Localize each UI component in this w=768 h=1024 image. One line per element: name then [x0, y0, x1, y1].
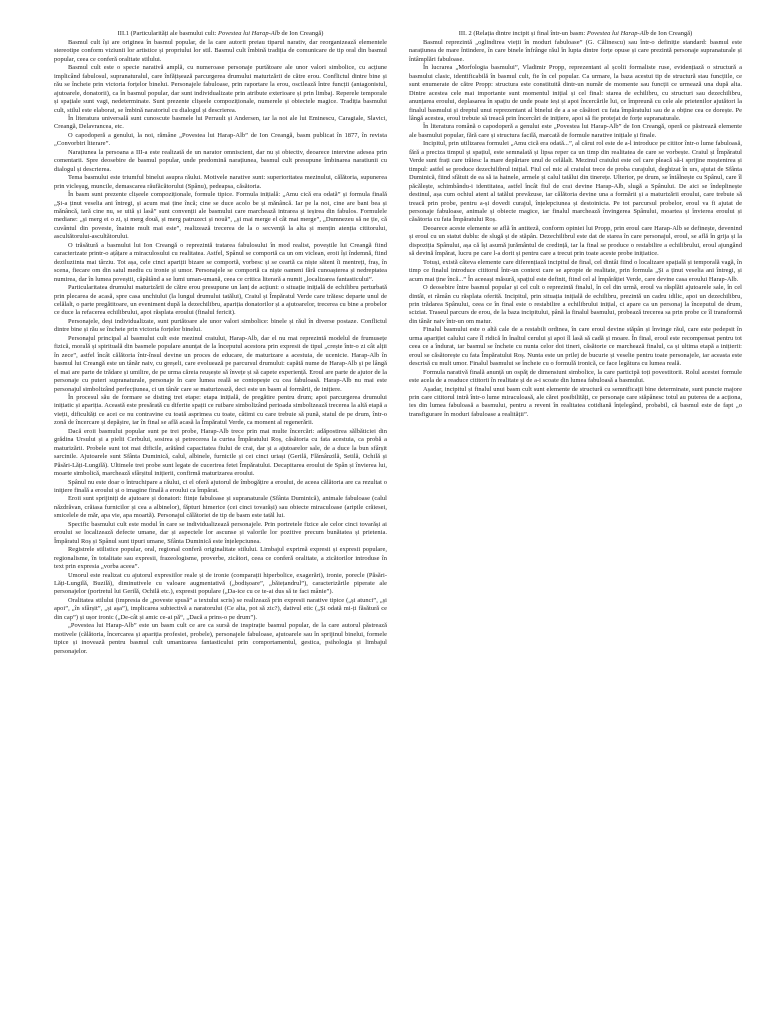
paragraph: O trăsătură a basmului lui Ion Creangă o reprezintă tratarea fabulosului în mod realist, poveștile lui Creangă fiind caracterizate printr-o ațâțare a miraculosului cu realitatea. Astfel, Spânul se comportă ca un om viclean, eroii își îndemnă, fiind deziluziinta mai târziu. Tot așa, cele cinci apariții bizare se comportă, vorbesc și se ceartă ca niște săteni îi mentreți, fraș, în scena, fiecare om din satul mediu cu ironie și umor. Personajele se comportă ca niște oameni fără cunoașterea și nedreptatea numirea, dar în lumea poveștii, căpătând a se lumi uman-umană, ceea ce critica literară a numit „localizarea fantasticului”.: [54, 241, 387, 283]
paragraph: Incipitul, prin utilizarea formulei „Amu cică era odată...”, al cărui rol este de a-l introduce pe cititor într-o lume fabuloasă, fără a preciza timpul și spațiul, este semnalată și lipsa reper ca un timp din realitatea de care se vorbește. Craiul și Împăratul Verde sunt frați care trăiesc la mare depărtare unul de celălalt. Mezinul craiului este cel care pleacă să-i sprijine moștenirea și timpul: astfel se produce dezechilibrul inițial. Fiul cel mic al craiului trece de proba curajului, deghizat în urs, ajutat de Sfânta Duminică, fiind sfătuit de ea să ia hainele, armele și calul tatălui din tinerețe. Ulterior, pe drum, se întâlnește cu Spânul, care îl păcălește, schimbându-i identitatea, astfel încât fiul de crai devine Harap-Alb, slugă a Spânului. De aici se îndeplinește destinul, așa cum ochiul atent al tatălui prevăzuse, iar călătoria devine una a formării și a maturizării eroului, care trebuie să treacă prin probe, pentru a-și dovedi curajul, înțelepciunea și destoinicia. Pe tot parcursul probelor, eroul va fi ajutat de personaje fabuloase, animale și obiecte magice, iar finalul marchează învingerea Spânului, moartea și învierea eroului și căsătoria cu fata Împăratului Roș.: [409, 140, 742, 224]
paragraph: Totuși, există câteva elemente care diferențiază incipitul de final, cel dintâi fiind o localizare spațială și temporală vagă, în timp ce finalul introduce cititorul într-un context care se apropie de realitate, prin formula „Și a ținut veselia ani întregi, și acum mai ține încă...” În aceeași măsură, spațiul este definit, fiind cel al împărăției Verde, care devine casa eroului Harap-Alb.: [409, 258, 742, 283]
heading-title: Povestea lui Harap-Alb: [586, 30, 649, 37]
paragraph: Personajul principal al basmului cult este mezinul craiului, Harap-Alb, dar el nu mai reprezintă modelul de frumusețe fizică, morală și spirituală din basmele populare anunțat de la începutul acestora prin expresii de tipul „crește într-o zi cât alții în zece”, astfel încât călătoria într-însul devine un proces de educare, de maturizare a acestuia, de ucenicie. Harap-Alb în basmul lui Creangă este un tânăr naiv, cu greșeli, care evoluează pe parcursul drumului: capătă nume de Harap-Alb și pe lângă el mai are parte de trădare și umilire, de pe urma căreia reușește să învețe și să capete experiență. Eroul are parte de ajutor de la personaje cu puteri supranaturale, personaje în care lumea reală se contopește cu cea fabuloasă. Harap-Alb nu mai este personajul simbolizând perfecțiunea, ci un tânăr care se maturizează, deci este un basm al formării, de inițiere.: [54, 334, 387, 393]
heading-title: Povestea lui Harap-Alb: [218, 30, 280, 37]
paragraph: Registrele stilistice popular, oral, regional conferă originalitate stilului. Limbajul exprimă expresii și expresii populare, regionalisme, în totalitate sau expresii, frazeologisme, proverbe, zicători, ceea ce conferă oralitate, a zicătorilor introduse în text prin expresia „vorba aceea”.: [54, 546, 387, 571]
paragraph: Basmul cult este o specie narativă amplă, cu numeroase personaje purtătoare ale unor valori simbolice, cu acțiune implicând fabulosul, supranaturalul, care înfățișează parcurgerea drumului maturizării de către erou. Conflictul dintre bine și rău se încheie prin victoria forțelor binelui. Personajele fabuloase, prin raportare la erou, oscilează între funcții (antagonistul, ajutoarele, donatorii), ca în basmul popular, dar sunt individualizate prin atribute exterioare și prin limbaj. Reperele temporale și spațiale sunt vagi, nedeterminate. Sunt prezente clișeele compoziționale, numerele și obiectele magice. Tradiția basmului cult, stilul este elaborat, se îmbină naratoriul cu dialogul și descrierea.: [54, 64, 387, 114]
left-column-heading: [54, 30, 387, 38]
paragraph: Finalul basmului este o altă cale de a restabili ordinea, în care eroul devine stăpân și învinge răul, care este pedepsit în urma apariției calului care îl ridică în înaltul cerului și apoi îl lasă să cadă și moare. În final, eroul este recompensat pentru tot ceea ce a îndurat, iar basmul se încheie cu nunta celor doi tineri, căsătorie ce marchează finalul, ca și ultima etapă a inițierii: eroul se căsătorește cu fata Împăratului Roș. Nunta este un prilej de bucurie și veselie pentru toate personajele, iar aceasta este descrisă cu mult umor. Finalul basmului se încheie cu o formulă ironică, ce face legătura cu lumea reală.: [409, 326, 742, 368]
right-column: [409, 30, 742, 1004]
paragraph: În literatura universală sunt cunoscute basmele lui Perrault și Andersen, iar la noi ale lui Eminescu, Caragiale, Slavici, Creangă, Delavrancea, etc.: [54, 115, 387, 131]
paragraph: Formula narativă finală anunță un ospăț de dimensiuni simbolice, la care participă toți povestitorii. Rolul acestei formule este acela de a readuce cititorii în realitate și de a-i scoate din lumea fabuloasă a basmului.: [409, 368, 742, 385]
heading-tail: de Ion Creangă): [279, 30, 324, 37]
paragraph: O capodoperă a genului, la noi, rămâne „Povestea lui Harap-Alb” de Ion Creangă, basm publicat în 1877, în revista „Convorbiri literare”.: [54, 131, 387, 148]
paragraph: Spânul nu este doar o întruchipare a răului, ci el oferă ajutorul de îmbogățire a eroului, de aceea călătoria are ca rezultat o iniţiere finală a eroului și o imagine finală a eroului ca împărat.: [54, 478, 387, 494]
paragraph: Deoarece aceste elemente se află în antiteză, conform opiniei lui Propp, prin eroul care Harap-Alb se definește, devenind și eroul cu un statut dublu: de slugă și de stăpân. Dezechilibrul este dat de starea în care personajul, eroul, se află în grija și la dispoziția Spânului, așa că își asumă jurământul de credință, iar la final se produce o restabilire a echilibrului, eroul ajungând să devină împărat, lucru pe care l-a dorit și pentru care a trecut prin toate aceste probe inițiatice.: [409, 224, 742, 258]
paragraph: Particularitatea drumului maturizării de către erou presupune un lanț de acțiuni: o situație inițială de echilibru perturbată prin plecarea de acasă, spre casa unchiului (la lungul drumului tatălui), Craiul și Împăratul Verde care trăiesc departe unul de celălalt, o parte pregătitoare, un eveniment după la dezechilibru, apariția donatorilor și a ajutoarelor, trecerea cu bine a probelor ce duce la refacerea echilibrului, apoi răsplata eroului (finalul fericit).: [54, 284, 387, 317]
paragraph: Așadar, incipitul și finalul unui basm cult sunt elemente de structură cu semnificații bine determinate, sunt puncte majore prin care cititorul intră într-o lume miraculoasă, ale cărei posibilități, ce personaje care stăpânesc totul au puterea de a acționa, ies din lumea fabuloasă a basmului, pentru a reveni în realitatea cotidiană înțelegând, probabil, că basmul este de fapt „o transfigurare în moduri fabuloase a realității”.: [409, 385, 742, 418]
paragraph: Personajele, deși individualizate, sunt purtătoare ale unor valori simbolice: binele și răul în diverse postaze. Conflictul dintre bine și rău se încheie prin victoria forțelor binelui.: [54, 317, 387, 334]
paragraph: Eroii sunt sprijiniți de ajutoare și donatori: ființe fabuloase și supranaturale (Sfânta Duminică), animale fabuloase (calul năzdrăvan, crăiasa furnicilor și cea a albinelor), făpturi himerice (cei cinci tovarăși) sau obiecte miraculoase (aripile crăiesei, smicelele de măr, apa vie, apa moartă). Personajul călătoriei de tip de basm este tatăl lui.: [54, 495, 387, 520]
left-column: [54, 30, 387, 1004]
paragraph: Narațiunea la persoana a III-a este realizată de un narator omniscient, dar nu și obiectiv, deoarece intervine adesea prin comentarii. Spre deosebire de basmul popular, unde predomină narațiunea, basmul cult presupune îmbinarea naratiunii cu dialogul și descrierea.: [54, 148, 387, 173]
heading-label: III. 2 (Relația dintre incipit și final într-un basm:: [458, 30, 587, 37]
right-column-heading: [409, 30, 742, 38]
paragraph: „Povestea lui Harap-Alb” este un basm cult ce are ca sursă de inspirație basmul popular, de la care autorul păstrează motivele (călătoria, încercarea și apariția profesiei, probele), personajele fabuloase, ajutoarele sau în sprijinul binelui, formele tipice și inovează pentru basmul cult umanizarea fantasticului prin comportamentul, gestica, psihologia și limbajul personajelor.: [54, 622, 387, 655]
paragraph: În basm sunt prezente clișeele compoziționale, formule tipice. Formula inițială: „Amu cică era odată” și formula finală „Și-a ținut veselia ani întregi, și acum mai ține încă; cine se duce acolo be și mănâncă. Iar pe la noi, cine are bani bea și mănâncă, iară cine nu, se uită și lasă” sunt convenții ale basmului care marchează intrarea și ieșirea din fabulos. Formulele mediane: „și merg ei o zi, și merg două, și merg patruzeci și nouă”, „și mai merge el cât mai merge”, „Dumnezeu să ne ție, că cuvântul din poveste, înainte mult mai este”, realizează trecerea de la o secvență la alta și mențin atenția cititorului, ascultătorului-ascultătorului.: [54, 191, 387, 241]
heading-label: III.1 (Particularități ale basmului cult:: [117, 30, 219, 37]
paragraph: Specific basmului cult este modul în care se individualizează personajele. Prin portretele fizice ale celor cinci tovarăși ai eroului se localizează defecte umane, dar și aspectele lor ascunse și valorile lor pozitive precum bunătatea și prietenia. Împăratul Roș și Spânul sunt tipuri umane, Sfânta Duminică este înțelepciunea.: [54, 520, 387, 545]
heading-tail: de Ion Creangă): [648, 30, 693, 37]
paragraph: Umorul este realizat cu ajutorul expresiilor reale și de ironie (comparații hiperbolice, exagerări), ironie, porecle (Păsări-Lăți-Lungilă, Buzilă), diminutivele cu valoare augmentativă („bodișoare”, „băiețandrul”), caracterizările piperate ale personajelor (portretul lui Gerilă, Ochilă etc.), expresii populare („Da-ice cu ce te-ai dus să te faci mânie”).: [54, 571, 387, 596]
paragraph: În procesul său de formare se disting trei etape: etapa inițială, de pregătire pentru drum; apoi parcurgerea drumului inițiatic și apariția. Această este presărată cu diferite spații ce ruibare simbolizând perioada simbolizează trecerea la altă etapă a vieții, dificultăți ce acei ce nu contravine cu toată asprimea cu toate, câtimi cu care trebuie să pună, statul de pe drum, într-o zonă de încercare și depășire, iar în final se află acasă la Împăratul Verde, ca moment al regenerării.: [54, 393, 387, 427]
paragraph: În literatura română o capodoperă a genului este „Povestea lui Harap-Alb” de Ion Creangă, operă ce păstrează elemente ale basmului popular, fără care și structura facilă, marcată de formule narative inițiale și finale.: [409, 123, 742, 139]
paragraph: Tema basmului este triumful binelui asupra răului. Motivele narative sunt: superioritatea mezinului, călătoria, supunerea prin vicleșug, muncile, demascarea răufăcătorului (Spânu), pedeapsa, căsătoria.: [54, 174, 387, 190]
paragraph: Basmul reprezintă „oglindirea vieții în moduri fabuloase” (G. Călinescu) sau într-o definiție standard: basmul este narațiunea de mare întindere, în care binele înfrânge răul în lupta dintre forțe opuse și care prezintă personaje supranaturale și întâmplări fabuloase.: [409, 38, 742, 63]
paragraph: O deosebire între basmul popular și cel cult o reprezintă finalul, în cel din urmă, eroul va răsplăti ajutoarele sale, în cel dintâi, ei rămân cu răsplata oferită. Incipitul, prin situația inițială de echilibru, prezintă un cadru idilic, apoi un dezechilibru, prin trădarea Spânului, ceea ce în final este o restabilire a echilibrului inițial, ci apare ca un personaj la începutul de drum, sciziat. Traseul parcurs de erou, de la baza incipitului, până la finalul basmului, probează trecerea sa prin probe ce îl transformă din tânăr naiv într-un om matur.: [409, 284, 742, 325]
paragraph: Basmul cult își are originea în basmul popular, de la care autorii preiau tiparul narativ, dar reorganizează elementele stereotipe conform viziunii lor artistice și propriului lor stil. Basmul cult îmbină tradiția de comunicare de tip oral din basmul popular, ceea ce conferă oralitate stilului.: [54, 38, 387, 63]
paragraph: În lucrarea „Morfologia basmului”, Vladimir Propp, reprezentant al școlii formaliste ruse, evidențiază o structură a basmului clasic, identificabilă în basmul cult, fie în cel popular. Ca urmare, la baza acestui tip de structură stau funcțiile, ce sunt enumerate de către Propp: structura este constituită dintr-un număr de momente sau funcții ce urmează una după alta. Dintre acestea cele mai importante sunt momentul inițial și cel final: starea de echilibru, cu structuri sau dezechilibru, anunțarea eroului, deplasarea în spațiu de unde poate ieși și apoi încercările lui, ce împreună cu cele ale prietenilor ajutători la finalul basmului și dreptul unui reprezentant al binelui de a a se căsători cu fata împăratului sau de a obține cea ce dorește. Pe lângă acestea, eroul trebuie să treacă prin încercări de inițiere, apoi să fie protejat de forțe supranaturale.: [409, 64, 742, 123]
paragraph: Dacă eroii basmului popular sunt pe trei probe, Harap-Alb trece prin mai multe încercări: adăpostirea sălbăticiei din grădina Ursului și a pielii Cerbului, sosirea și petrecerea la curtea Împăratului Roș, căsătoria cu fata acestuia, ca probă a maturizării. Probele sunt tot mai dificile, arătând capacitatea fiului de crai, dar și a ajutoarelor sale, de a duce la bun sfârșit sarcinile. Ajutoarele sunt Sfânta Duminică, calul, albinele, furnicile și cei cinci uriași (Gerilă, Flămânzilă, Setilă, Ochilă și Păsări-Lăți-Lungilă). Ultimele trei probe sunt legate de cucerirea fetei Împăratului. Decapitarea eroului de Spân și învierea lui, moarte simbolică, marchează sfârșitul inițierii, confirmă maturizarea eroului.: [54, 427, 387, 478]
paragraph: Oralitatea stilului (impresia de „poveste spusă” a textului scris) se realizează prin expresii narative tipice („și atunci”, „și apoi”, „în sfârșit”, „și așa”), implicarea subiectivă a naratorului (Ce alta, pot să zic?), dativul etic („Și odată mi-ți făsătură ce din cap”) și ușor ironic („De-cât și amic ce-ai pă“, „Dacă a prins-o pe drum”).: [54, 596, 387, 621]
